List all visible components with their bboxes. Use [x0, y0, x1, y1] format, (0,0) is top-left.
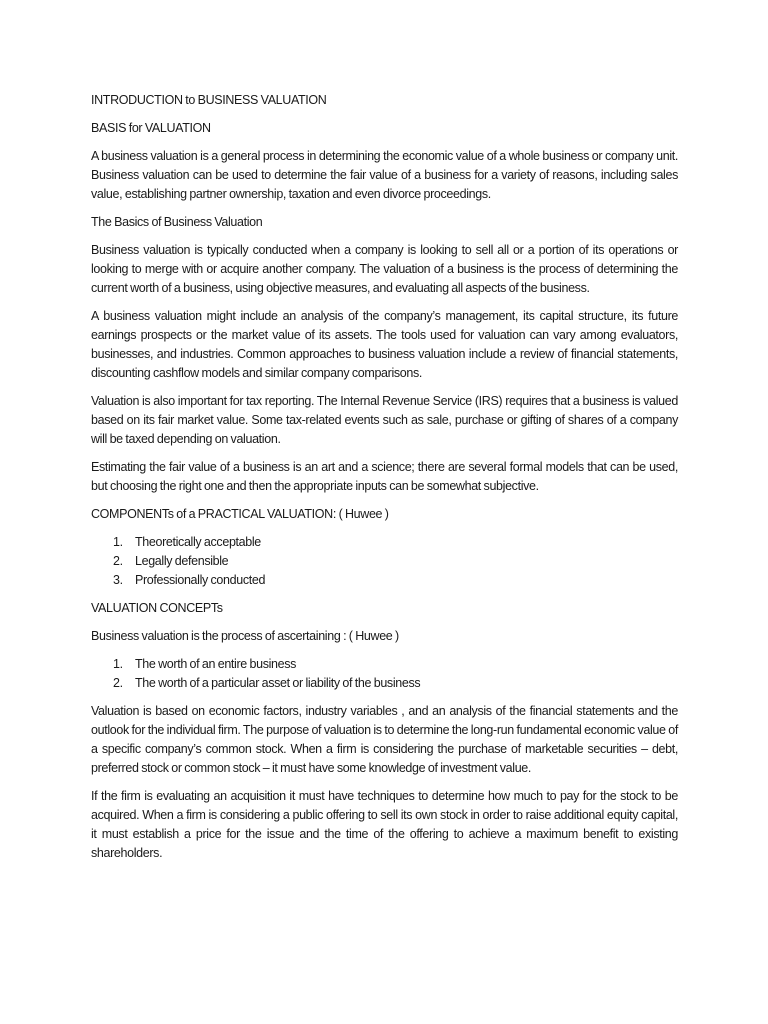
list-item-text: The worth of an entire business: [135, 657, 297, 671]
concepts-list: [91, 655, 678, 693]
list-item-text: Professionally conducted: [135, 573, 266, 587]
paragraph-tax-reporting: Valuation is also important for tax reporting. The Internal Revenue Service (IRS) requires that a business is valued based on its fair market value. Some tax-related events such as sale, purchase or gifting of shares of a company will be taxed depending on valuation.: [91, 394, 678, 446]
paragraph-acquisition: If the firm is evaluating an acquisition it must have techniques to determine how much to pay for the stock to be acquired. When a firm is considering a public offering to sell its own stock in order to raise additional equity capital, it must establish a price for the issue and the time of the offering to achieve a maximum benefit to existing shareholders.: [91, 789, 678, 860]
components-heading: COMPONENTs of a PRACTICAL VALUATION: ( Huwee ): [91, 507, 389, 521]
list-item-text: The worth of a particular asset or liability of the business: [135, 676, 421, 690]
list-item-number: 1.: [113, 535, 123, 549]
concepts-heading: VALUATION CONCEPTs: [91, 601, 223, 615]
list-item: [91, 674, 678, 693]
document-title: INTRODUCTION to BUSINESS VALUATION: [91, 93, 327, 107]
list-item-number: 2.: [113, 554, 123, 568]
paragraph-art-and-science: Estimating the fair value of a business is an art and a science; there are several formal models that can be used, but choosing the right one and then the appropriate inputs can be somewhat subjective.: [91, 460, 678, 493]
paragraph-analysis-contents: A business valuation might include an analysis of the company’s management, its capital structure, its future earnings prospects or the market value of its assets. The tools used for valuation can vary among evaluators, businesses, and industries. Common approaches to business valuation include a review of financial statements, discounting cashflow models and similar company comparisons.: [91, 309, 678, 380]
list-item-number: 1.: [113, 657, 123, 671]
basis-heading: BASIS for VALUATION: [91, 121, 211, 135]
components-list: [91, 533, 678, 590]
list-item: [91, 552, 678, 571]
list-item-text: Legally defensible: [135, 554, 229, 568]
list-item-text: Theoretically acceptable: [135, 535, 261, 549]
list-item-number: 3.: [113, 573, 123, 587]
list-item: [91, 655, 678, 674]
paragraph-business-valuation-definition: A business valuation is a general process in determining the economic value of a whole business or company unit. Business valuation can be used to determine the fair value of a business for a variety of reasons, including sales value, establishing partner ownership, taxation and even divorce proceedings.: [91, 149, 678, 201]
list-item: [91, 533, 678, 552]
paragraph-valuation-basis: Valuation is based on economic factors, industry variables , and an analysis of the financial statements and the outlook for the individual firm. The purpose of valuation is to determine the long-run fundamental economic value of a specific company’s common stock. When a firm is considering the purchase of marketable securities – debt, preferred stock or common stock – it must have some knowledge of investment value.: [91, 704, 678, 775]
basics-heading: The Basics of Business Valuation: [91, 215, 263, 229]
paragraph-when-conducted: Business valuation is typically conducted when a company is looking to sell all or a portion of its operations or looking to merge with or acquire another company. The valuation of a business is the process of determining the current worth of a business, using objective measures, and evaluating all aspects of the business.: [91, 243, 678, 295]
list-item: [91, 571, 678, 590]
document-page: [91, 91, 678, 872]
concepts-intro: Business valuation is the process of ascertaining : ( Huwee ): [91, 629, 399, 643]
list-item-number: 2.: [113, 676, 123, 690]
